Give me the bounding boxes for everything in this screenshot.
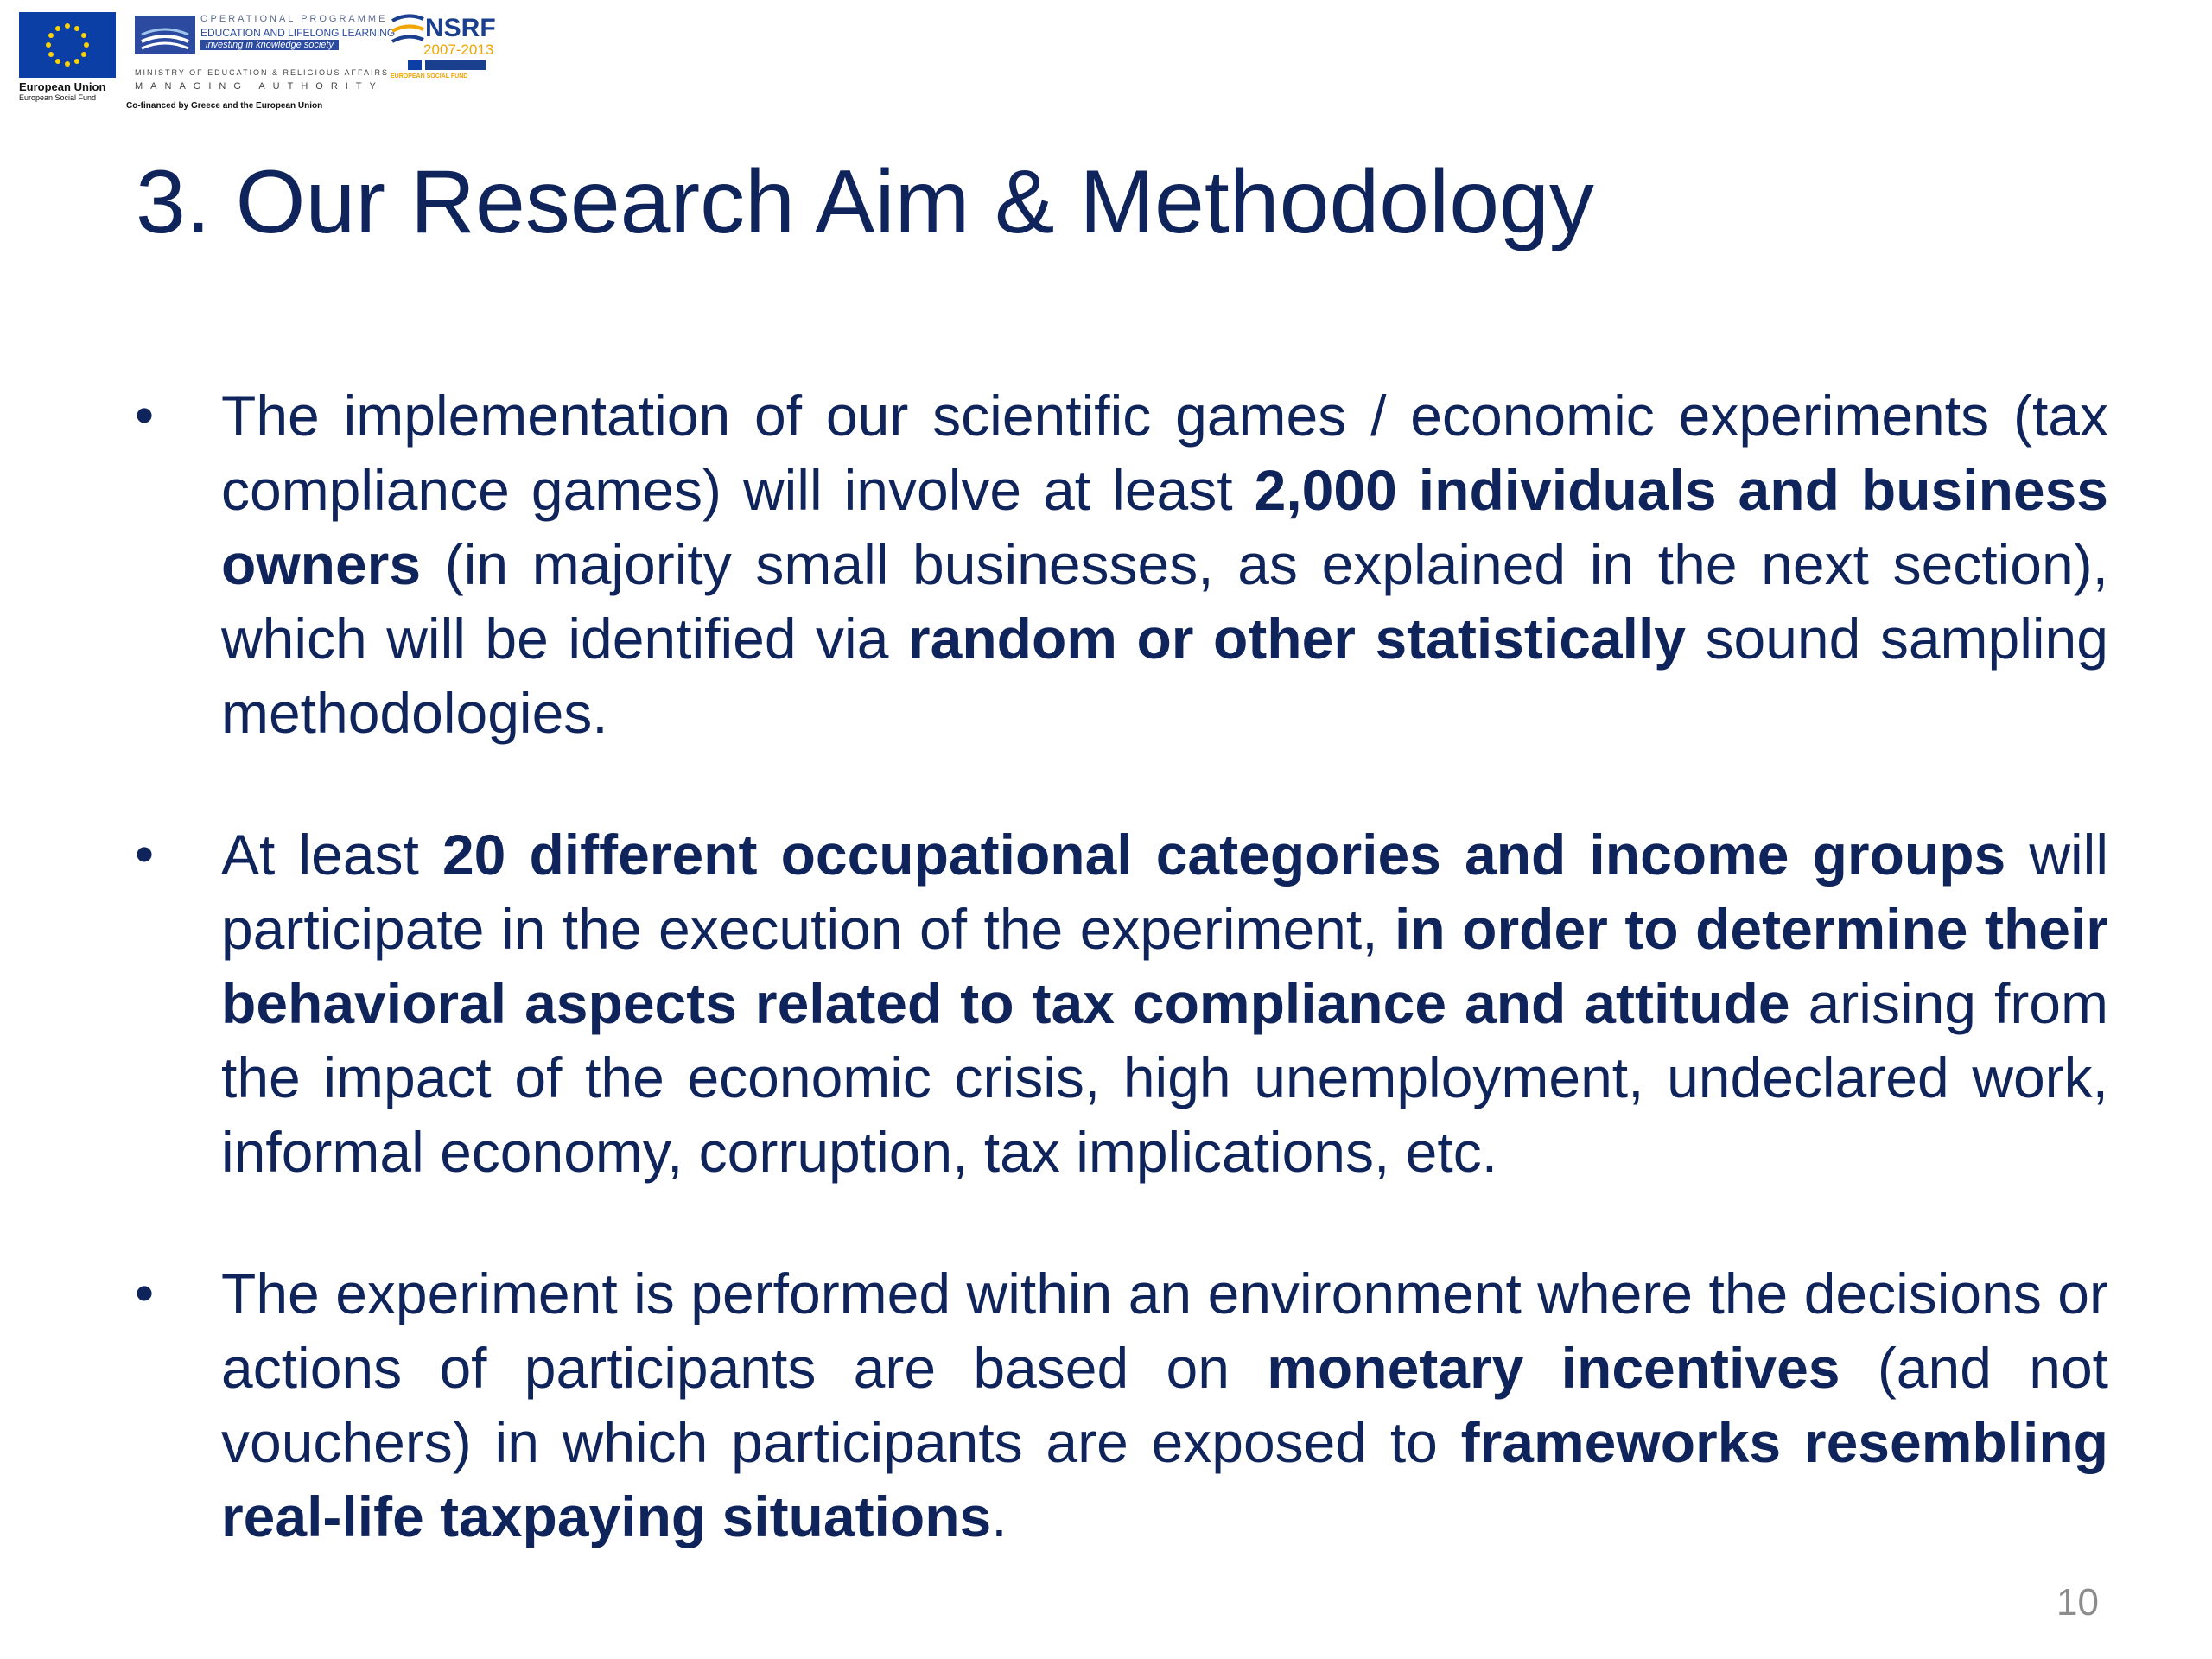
bullet-marker: •	[135, 1263, 155, 1324]
bullet-bold-run: 2,000 individuals and business owners	[221, 458, 2109, 596]
eu-logo	[19, 12, 116, 102]
bullet-text-run: (in majority small businesses, as explained in the next section), which will be identified via	[221, 532, 2108, 671]
nsrf-swoosh-icon	[389, 12, 427, 55]
managing-authority-label: MANAGING AUTHORITY	[135, 81, 384, 92]
nsrf-esf-caption: EUROPEAN SOCIAL FUND	[391, 73, 468, 79]
bullet-text-run: At least	[221, 823, 442, 887]
nsrf-title: NSRF	[425, 14, 496, 42]
header-logos	[0, 0, 510, 121]
ministry-label: MINISTRY OF EDUCATION & RELIGIOUS AFFAIRS	[135, 68, 390, 77]
bullet-text	[221, 378, 2108, 750]
op-programme-label: OPERATIONAL PROGRAMME	[200, 14, 388, 24]
cofinanced-caption: Co-financed by Greece and the European Union	[126, 101, 323, 111]
bullet-marker: •	[135, 824, 155, 885]
nsrf-years: 2007-2013	[423, 41, 494, 58]
eu-flag-icon	[19, 12, 116, 78]
small-eu-flag-icon	[408, 60, 422, 70]
bullet-item	[135, 817, 2108, 1189]
bullet-text	[221, 817, 2108, 1189]
bullet-bold-run: monetary incentives	[1267, 1336, 1840, 1400]
bullet-text-run: (and not vouchers) in which participants are exposed to	[221, 1336, 2108, 1474]
book-icon	[135, 16, 195, 54]
bullet-text-run: arising from the impact of the economic crisis, high unemployment, undeclared work, informal economy, corruption, tax implications, etc.	[221, 971, 2108, 1184]
bullet-bold-run: in order to determine their behavioral aspects related to tax compliance and attitude	[221, 897, 2108, 1035]
nsrf-logo	[389, 12, 501, 81]
op-programme-tagline: investing in knowledge society	[200, 40, 339, 50]
bullet-text-run: The implementation of our scientific games / economic experiments (tax compliance games) will involve at least	[221, 384, 2108, 522]
bullet-text-run: .	[991, 1484, 1007, 1548]
bullet-item	[135, 1256, 2108, 1554]
bullet-marker: •	[135, 385, 155, 446]
slide-title: 3. Our Research Aim & Methodology	[136, 152, 1594, 252]
bullet-bold-run: 20 different occupational categories and income groups	[442, 823, 2006, 887]
eu-caption: European Union	[19, 80, 106, 93]
bullet-text-run: The experiment is performed within an environment where the decisions or actions of participants are based on	[221, 1262, 2108, 1400]
eu-subcaption: European Social Fund	[19, 93, 97, 102]
bullet-item	[135, 378, 2108, 750]
bullet-text-run: will participate in the execution of the experiment,	[221, 823, 2108, 961]
nsrf-tag-bar	[425, 60, 486, 70]
bullet-text-run: sound sampling methodologies.	[221, 607, 2108, 745]
page-number: 10	[2056, 1581, 2099, 1624]
bullet-text	[221, 1256, 2108, 1554]
bullet-list	[135, 378, 2108, 1621]
bullet-bold-run: random or other statistically	[907, 607, 1686, 671]
op-programme-name: EDUCATION AND LIFELONG LEARNING	[200, 27, 396, 39]
bullet-bold-run: frameworks resembling real-life taxpaying situations	[221, 1410, 2108, 1548]
